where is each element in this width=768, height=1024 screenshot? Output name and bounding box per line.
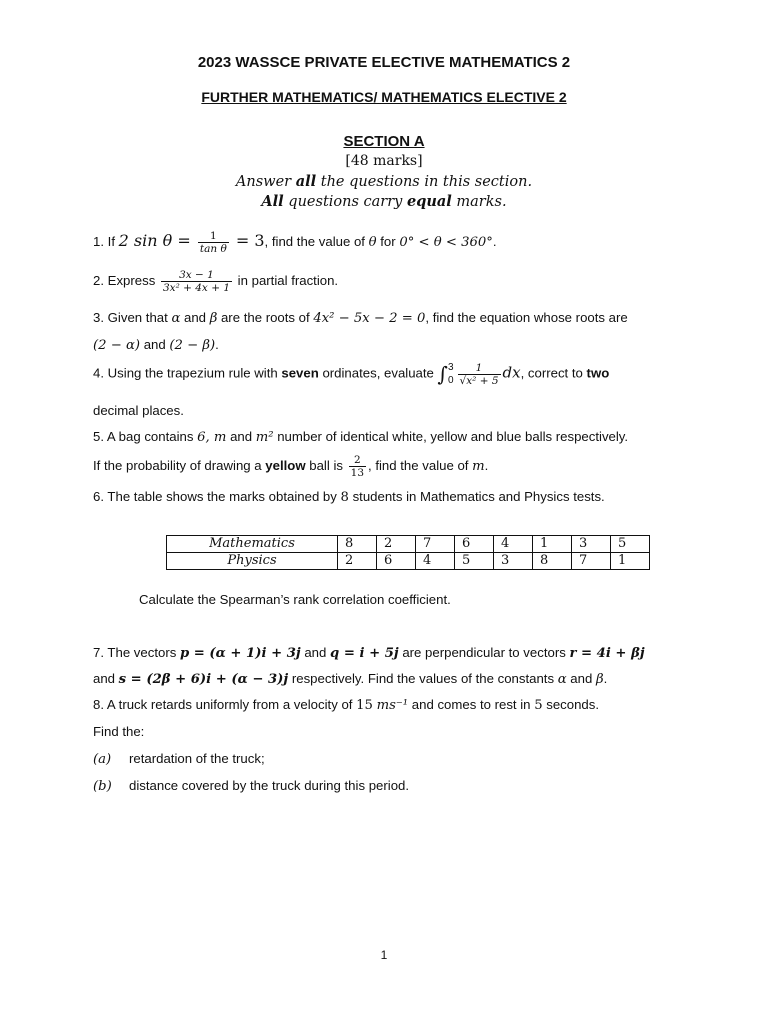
question-8-part-b: (b) distance covered by the truck during this period. xyxy=(93,778,410,794)
integral-sign: ∫ xyxy=(437,362,448,386)
question-3-line-2: (2 − α) and (2 − β). xyxy=(93,337,219,353)
question-6-followup: Calculate the Spearman’s rank correlation coefficient. xyxy=(139,592,451,607)
question-4-line-2: decimal places. xyxy=(93,403,184,418)
section-heading: SECTION A xyxy=(343,133,425,150)
q1-fraction: $\frac{1}{\text{tan θ}}$ xyxy=(199,230,227,255)
table-cell: 8 xyxy=(533,553,572,570)
table-cell: 8 xyxy=(338,536,377,553)
table-cell: 6 xyxy=(455,536,494,553)
integral-limits: 3 0 xyxy=(447,362,454,386)
table-cell: 5 xyxy=(455,553,494,570)
question-8-line-2: Find the: xyxy=(93,724,145,739)
instruction-line-1: Answer all the questions in this section. xyxy=(235,173,533,190)
question-4-line-1: 4. Using the trapezium rule with seven ordinates, evaluate ∫ 3 0 $\frac{1}{\text{√x² + 5}}$ dx, correct to two xyxy=(93,361,610,387)
instruction-line-2: All questions carry equal marks. xyxy=(261,193,507,210)
marks-table xyxy=(166,535,650,570)
table-cell: 2 xyxy=(338,553,377,570)
table-cell: 7 xyxy=(572,553,611,570)
table-cell: 7 xyxy=(416,536,455,553)
question-8-line-1: 8. A truck retards uniformly from a velocity of 15 ms⁻¹ and comes to rest in 5 seconds. xyxy=(93,697,600,713)
paper-title: 2023 WASSCE PRIVATE ELECTIVE MATHEMATICS 2 xyxy=(197,54,571,71)
table-row xyxy=(167,536,650,553)
table-cell: 3 xyxy=(494,553,533,570)
table-row xyxy=(167,553,650,570)
table-cell: 3 xyxy=(572,536,611,553)
question-5-line-1: 5. A bag contains 6, m and m² number of identical white, yellow and blue balls respectively. xyxy=(93,429,629,445)
question-7-line-1: 7. The vectors p = (α + 1)i + 3j and q = i + 5j are perpendicular to vectors r = 4i + βj xyxy=(93,645,645,661)
question-1: 1. If 2 sin θ = $\frac{1}{\text{tan θ}}$ = 3, find the value of θ for 0° < θ < 360°. xyxy=(93,230,497,255)
paper-subtitle: FURTHER MATHEMATICS/ MATHEMATICS ELECTIVE 2 xyxy=(201,89,567,105)
section-marks: [48 marks] xyxy=(345,153,423,169)
q5-fraction: $\frac{2}{13}$ xyxy=(350,454,365,479)
table-cell: 5 xyxy=(611,536,650,553)
question-5-line-2: If the probability of drawing a yellow ball is $\frac{2}{13}$ , find the value of m. xyxy=(93,454,489,479)
table-cell: 4 xyxy=(494,536,533,553)
question-8-part-a: (a) retardation of the truck; xyxy=(93,751,265,767)
table-cell: 6 xyxy=(377,553,416,570)
table-cell: 2 xyxy=(377,536,416,553)
table-cell: 4 xyxy=(416,553,455,570)
question-2: 2. Express $\frac{3x - 1}{\text{3x² + 4x + 1}}$ in partial fraction. xyxy=(93,269,339,294)
q4-fraction: $\frac{1}{\text{√x² + 5}}$ xyxy=(459,361,499,387)
table-cell: 1 xyxy=(533,536,572,553)
table-cell: 1 xyxy=(611,553,650,570)
row-label-mathematics: Mathematics xyxy=(167,536,338,553)
page-number: 1 xyxy=(380,948,388,962)
q2-fraction: $\frac{3x - 1}{\text{3x² + 4x + 1}}$ xyxy=(162,269,231,294)
question-3-line-1: 3. Given that α and β are the roots of 4x² − 5x − 2 = 0, find the equation whose roots are xyxy=(93,310,628,326)
question-6: 6. The table shows the marks obtained by 8 students in Mathematics and Physics tests. xyxy=(93,489,605,505)
row-label-physics: Physics xyxy=(167,553,338,570)
question-7-line-2: and s = (2β + 6)i + (α − 3)j respectively. Find the values of the constants α and β. xyxy=(93,671,608,687)
